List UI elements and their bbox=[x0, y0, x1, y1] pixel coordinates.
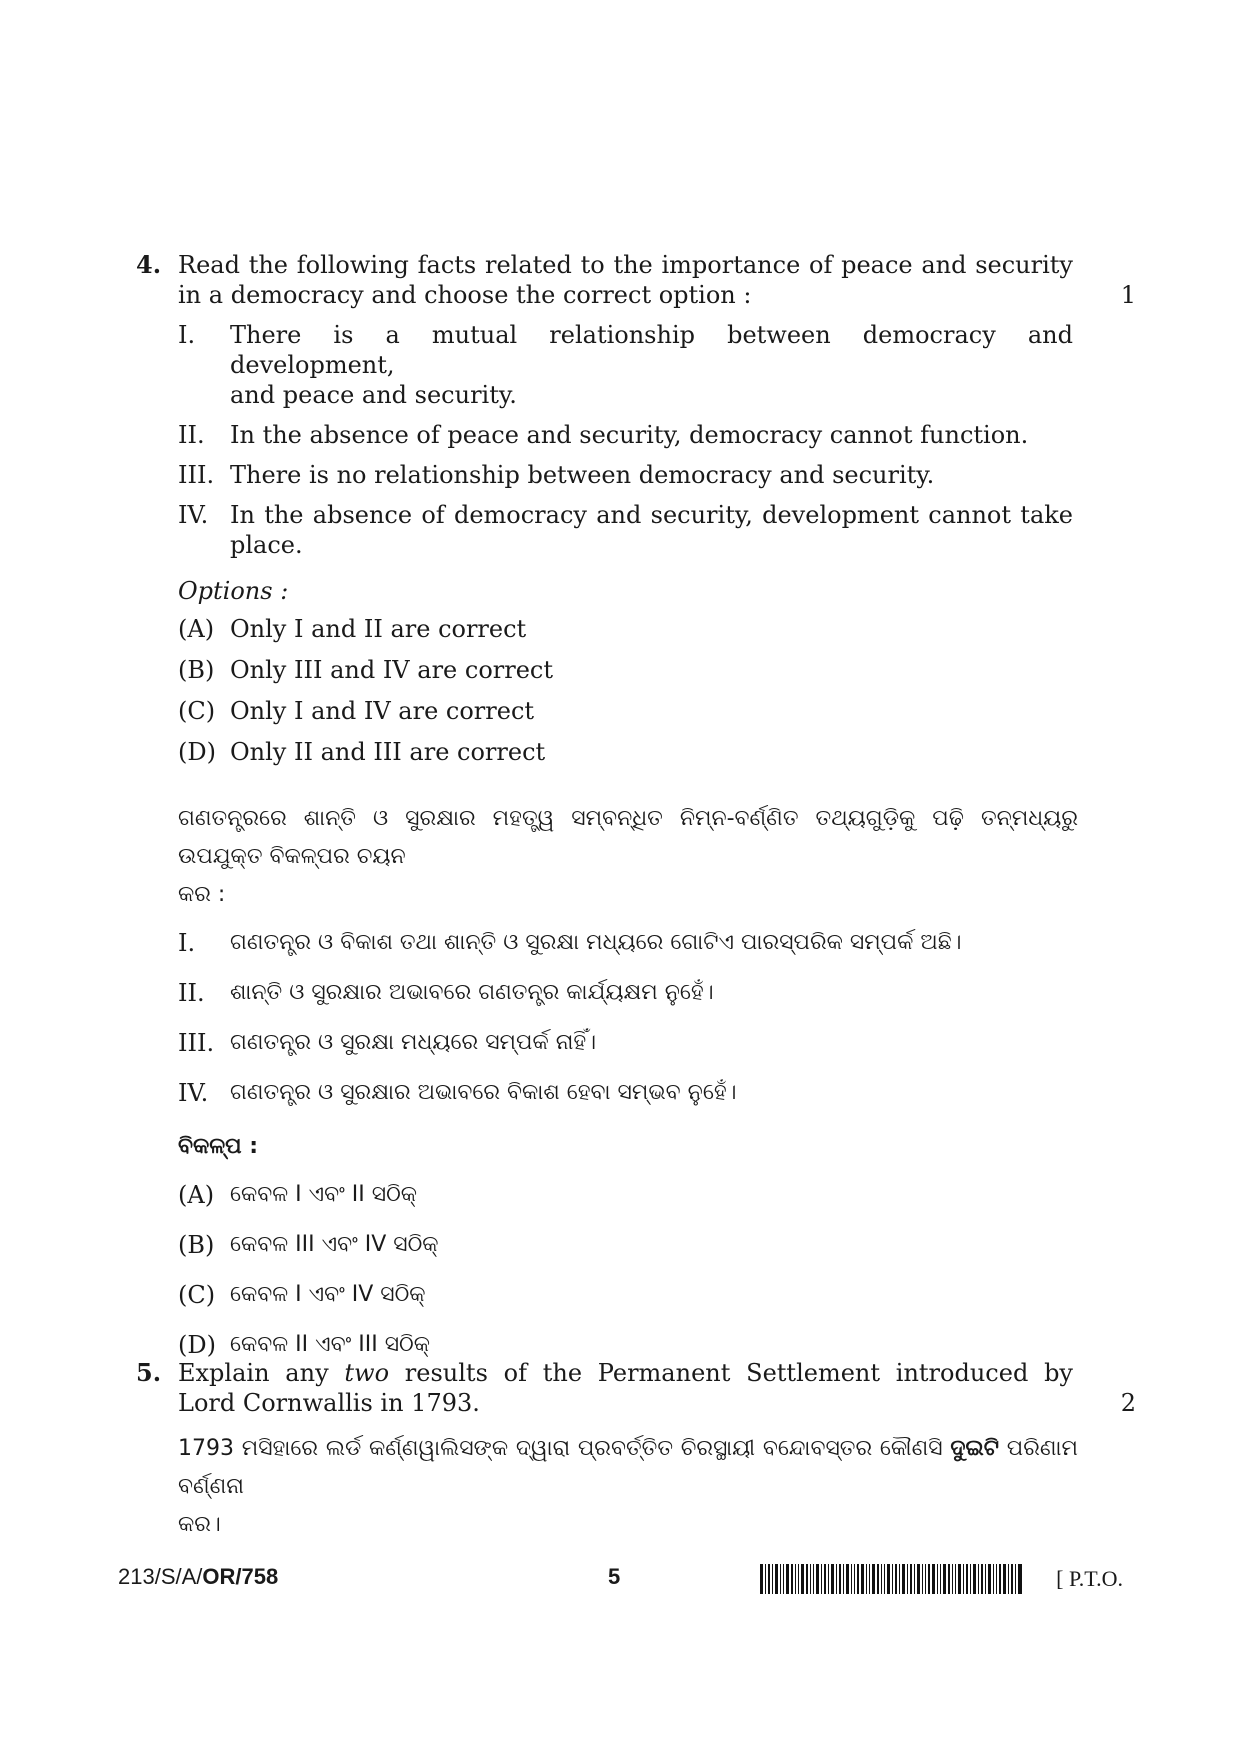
odia-text-line2: କର। bbox=[178, 1512, 221, 1537]
statement-text: ଗଣତନ୍ତ୍ର ଓ ସୁରକ୍ଷାର ଅଭାବରେ ବିକାଶ ହେବା ସମ୍ଭବ ନୁହେଁ। bbox=[230, 1080, 737, 1105]
question-number: 4. bbox=[136, 250, 162, 279]
question-marks: 2 bbox=[1120, 1389, 1136, 1417]
option-text: Only II and III are correct bbox=[230, 738, 546, 766]
statement-label: I. bbox=[178, 929, 196, 957]
question-text-line1 bbox=[178, 1358, 1073, 1388]
statement-line1: In the absence of democracy and security, development cannot take bbox=[230, 501, 1073, 529]
page-footer bbox=[118, 1564, 1123, 1600]
odia-option-c bbox=[178, 1280, 1136, 1330]
option-label: (C) bbox=[178, 697, 216, 725]
option-d bbox=[178, 737, 1136, 778]
question-text-line2: in a democracy and choose the correct option : bbox=[178, 281, 752, 309]
option-label: (D) bbox=[178, 1331, 216, 1359]
odia-option-a bbox=[178, 1180, 1136, 1230]
question-5 bbox=[136, 1358, 1136, 1544]
page-number: 5 bbox=[608, 1564, 621, 1589]
statement-text: There is no relationship between democracy and security. bbox=[230, 461, 935, 489]
question-number: 5. bbox=[136, 1358, 162, 1387]
statement-label: II. bbox=[178, 979, 205, 1007]
question-4 bbox=[136, 250, 1136, 1380]
odia-options-title: ବିକଳ୍ପ : bbox=[178, 1134, 259, 1159]
statement-text: ଶାନ୍ତି ଓ ସୁରକ୍ଷାର ଅଭାବରେ ଗଣତନ୍ତ୍ର କାର୍ଯ୍ୟକ୍ଷମ ନୁହେଁ। bbox=[230, 980, 714, 1005]
statement-line1: There is a mutual relationship between democracy and development, bbox=[230, 321, 1073, 379]
question-text-emphasis: two bbox=[344, 1359, 390, 1387]
option-label: (C) bbox=[178, 1281, 216, 1309]
statement-label: II. bbox=[178, 421, 205, 449]
odia-text-emphasis: ଦୁଇଟି bbox=[950, 1436, 1000, 1461]
option-a bbox=[178, 614, 1136, 655]
paper-code bbox=[118, 1564, 278, 1590]
statement-text bbox=[230, 500, 1073, 560]
statement-iv bbox=[178, 500, 1136, 560]
question-marks: 1 bbox=[1120, 281, 1136, 309]
statement-line2: place. bbox=[230, 531, 303, 559]
question-4-header bbox=[136, 250, 1136, 310]
option-label: (A) bbox=[178, 615, 215, 643]
statement-line2: and peace and security. bbox=[230, 381, 517, 409]
odia-statement-i bbox=[178, 928, 1136, 978]
statement-text bbox=[230, 320, 1073, 410]
odia-question-line1: ଗଣତନ୍ତ୍ରରେ ଶାନ୍ତି ଓ ସୁରକ୍ଷାର ମହତ୍ତ୍ୱ ସମ୍ବନ୍ଧିତ ନିମ୍ନ-ବର୍ଣ୍ଣିତ ତଥ୍ୟଗୁଡ଼ିକୁ ପଢ଼ି ତନ୍ମଧ୍ୟରୁ ଉପଯୁକ୍ତ ବିକଳ୍ପର ଚୟନ bbox=[178, 806, 1078, 869]
question-text-line1: Read the following facts related to the importance of peace and security bbox=[178, 251, 1073, 279]
statement-text: ଗଣତନ୍ତ୍ର ଓ ବିକାଶ ତଥା ଶାନ୍ତି ଓ ସୁରକ୍ଷା ମଧ୍ୟରେ ଗୋଟିଏ ପାରସ୍ପରିକ ସମ୍ପର୍କ ଅଛି। bbox=[230, 930, 962, 955]
question-text-line2: Lord Cornwallis in 1793. bbox=[178, 1389, 480, 1417]
paper-code-bold: OR/758 bbox=[202, 1564, 279, 1589]
statement-ii bbox=[178, 420, 1136, 450]
option-text: Only III and IV are correct bbox=[230, 656, 554, 684]
option-b bbox=[178, 655, 1136, 696]
option-text: Only I and IV are correct bbox=[230, 697, 535, 725]
statement-iii bbox=[178, 460, 1136, 490]
option-text: କେବଳ III ଏବଂ IV ସଠିକ୍ bbox=[230, 1232, 439, 1257]
option-text: କେବଳ I ଏବଂ IV ସଠିକ୍ bbox=[230, 1282, 426, 1307]
odia-statement-iv bbox=[178, 1078, 1136, 1128]
statement-text: ଗଣତନ୍ତ୍ର ଓ ସୁରକ୍ଷା ମଧ୍ୟରେ ସମ୍ପର୍କ ନାହିଁ। bbox=[230, 1030, 597, 1055]
odia-question-text bbox=[178, 800, 1078, 914]
question-text-after: results of the Permanent Settlement introduced by bbox=[389, 1359, 1073, 1387]
odia-option-b bbox=[178, 1230, 1136, 1280]
odia-question-text bbox=[178, 1430, 1078, 1544]
statement-text: In the absence of peace and security, democracy cannot function. bbox=[230, 421, 1029, 449]
statement-label: IV. bbox=[178, 1079, 209, 1107]
odia-question-line2: କର : bbox=[178, 882, 226, 907]
option-text: Only I and II are correct bbox=[230, 615, 527, 643]
statement-label: III. bbox=[178, 461, 215, 489]
question-text-before: Explain any bbox=[178, 1359, 345, 1387]
option-text: କେବଳ I ଏବଂ II ସଠିକ୍ bbox=[230, 1182, 418, 1207]
options-title: Options : bbox=[178, 577, 289, 605]
option-label: (A) bbox=[178, 1181, 215, 1209]
option-label: (B) bbox=[178, 1231, 215, 1259]
paper-code-prefix: 213/S/A/ bbox=[118, 1564, 203, 1589]
option-label: (B) bbox=[178, 656, 215, 684]
pto-label: [ P.T.O. bbox=[1056, 1566, 1123, 1591]
odia-text-before: 1793 ମସିହାରେ ଲର୍ଡ କର୍ଣ୍ଣୱାଲିସଙ୍କ ଦ୍ୱାରା ପ୍ରବର୍ତ୍ତିତ ଚିରସ୍ଥାୟୀ ବନ୍ଦୋବସ୍ତର କୌଣସି bbox=[178, 1436, 951, 1461]
question-5-header bbox=[136, 1358, 1136, 1418]
statement-i bbox=[178, 320, 1136, 410]
statement-label: III. bbox=[178, 1029, 215, 1057]
statement-label: IV. bbox=[178, 501, 209, 529]
statement-label: I. bbox=[178, 321, 196, 349]
option-label: (D) bbox=[178, 738, 216, 766]
barcode-icon bbox=[760, 1564, 1022, 1594]
option-text: କେବଳ II ଏବଂ III ସଠିକ୍ bbox=[230, 1332, 430, 1357]
odia-statement-iii bbox=[178, 1028, 1136, 1078]
odia-text-after: ପରିଣାମ ବର୍ଣ୍ଣନା bbox=[178, 1436, 1078, 1499]
odia-statement-ii bbox=[178, 978, 1136, 1028]
option-c bbox=[178, 696, 1136, 737]
